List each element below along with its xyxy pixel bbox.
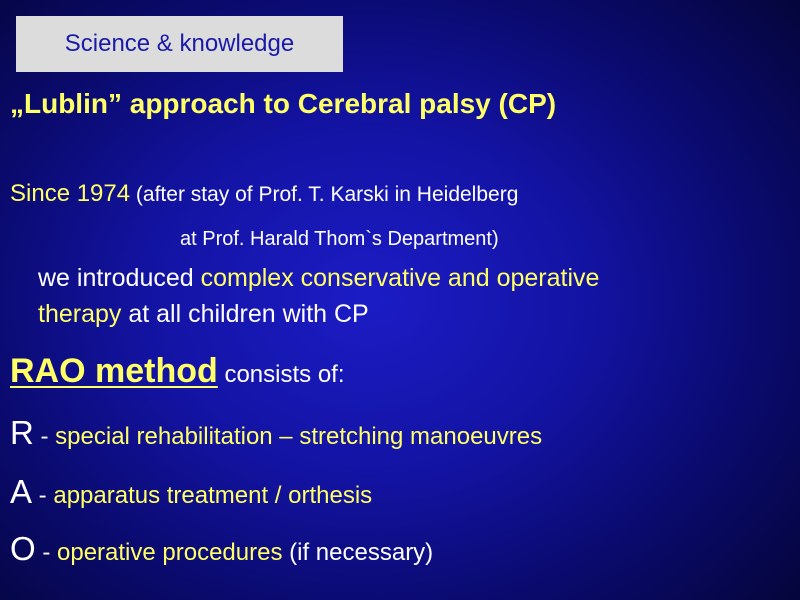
since-line (10, 180, 518, 208)
rao-heading (10, 352, 345, 391)
item-dash: - (35, 539, 57, 566)
rao-item-r (10, 414, 542, 452)
since-paren: (after stay of Prof. T. Karski in Heidelberg (130, 183, 519, 206)
item-text: special rehabilitation – stretching manoeuvres (55, 423, 543, 450)
slide-title: „Lublin” approach to Cerebral palsy (CP) (10, 88, 557, 119)
rao-item-o (10, 530, 433, 568)
item-text: apparatus treatment / orthesis (53, 482, 373, 509)
item-letter: R (10, 414, 34, 451)
item-extra: (if necessary) (282, 539, 434, 566)
intro-highlight: complex conservative and operative (200, 264, 600, 292)
item-letter: A (10, 473, 33, 510)
intro-line-1 (38, 260, 599, 296)
header-label: Science & knowledge (64, 30, 295, 57)
header-box (16, 16, 343, 72)
rao-method-label: RAO method (10, 352, 218, 390)
department-line: at Prof. Harald Thom`s Department) (180, 228, 499, 250)
item-dash: - (33, 423, 56, 450)
item-dash: - (32, 482, 54, 509)
intro-paragraph (38, 260, 599, 332)
rao-item-a (10, 473, 372, 511)
intro-text: we introduced (38, 264, 201, 292)
since-year: Since 1974 (10, 180, 131, 207)
item-letter: O (10, 530, 36, 567)
item-text: operative procedures (57, 539, 283, 566)
rao-consists: consists of: (217, 361, 345, 388)
intro-highlight-2: therapy (38, 300, 122, 328)
intro-line-2 (38, 296, 599, 332)
intro-text-2: at all children with CP (121, 300, 369, 328)
